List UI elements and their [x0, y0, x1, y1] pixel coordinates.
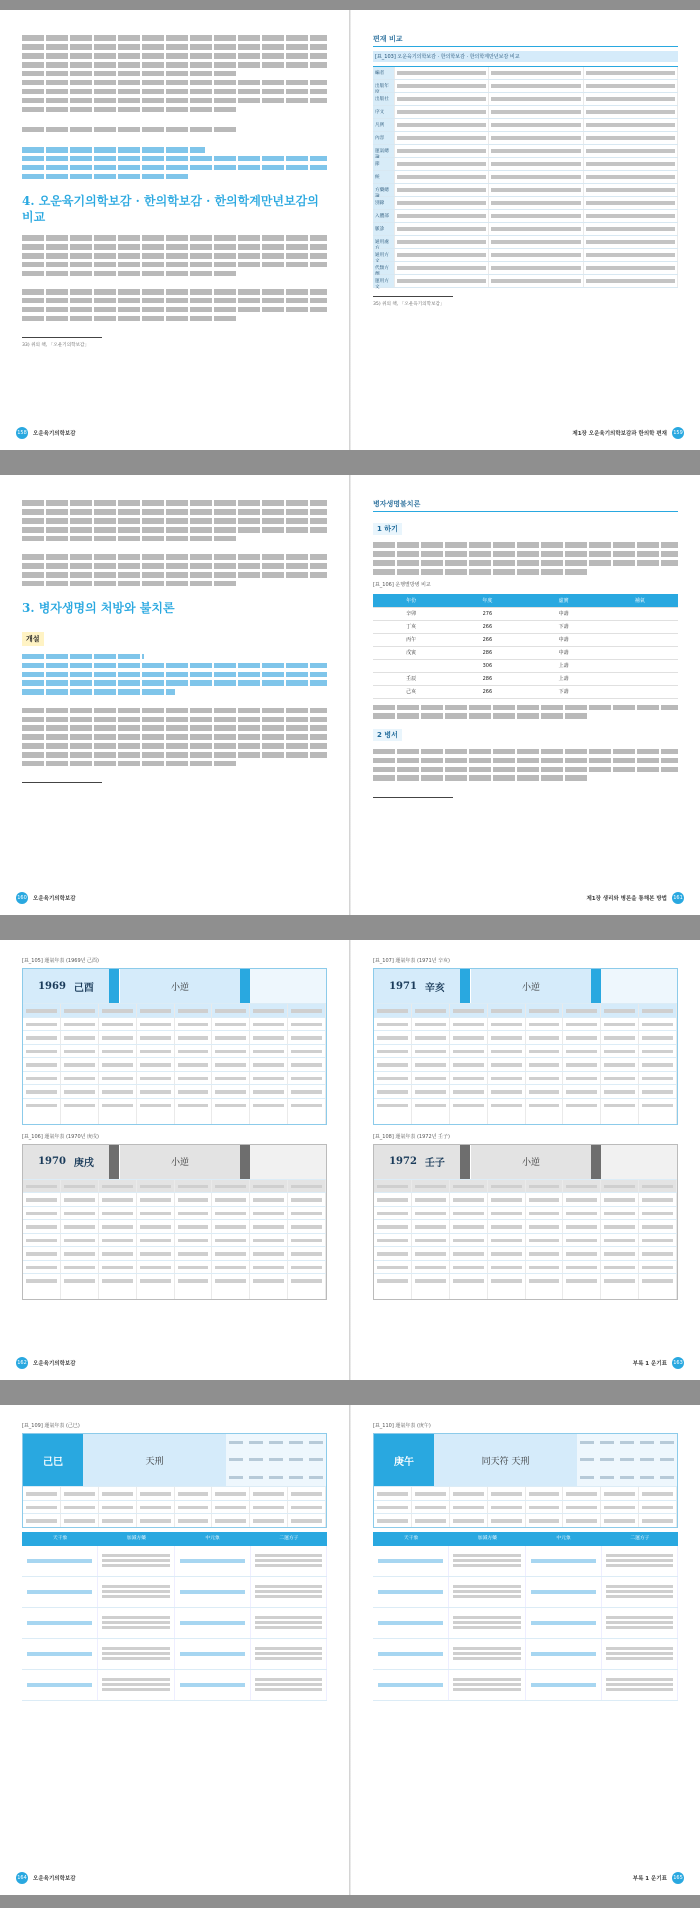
table-cell: 下壽 [558, 624, 569, 631]
table-row [373, 197, 678, 210]
page-right [351, 475, 700, 915]
table-row [373, 1639, 678, 1670]
running-title: 제1장 오운육기의학보감과 한의학 편재 [572, 431, 667, 437]
table-cell: 266 [482, 688, 493, 695]
table-row [373, 1608, 678, 1639]
running-title: 오운육기의학보감 [33, 1876, 76, 1882]
table-row [373, 634, 678, 647]
ganzhi: 己酉 [73, 982, 94, 994]
section-label: 1 하기 [373, 523, 402, 535]
table-row [373, 621, 678, 634]
row-label: 出版年 [373, 80, 395, 92]
footer-left [16, 1356, 333, 1370]
year: 1970 [38, 1156, 66, 1167]
table-row [373, 93, 678, 106]
row-label: 編者 [373, 67, 395, 79]
footer-left [16, 1871, 333, 1885]
column-header: 天干象 [52, 1535, 68, 1541]
footnote: 33) 위의 책, 「오운기의학보감」 [22, 343, 90, 349]
running-title: 오운육기의학보감 [33, 1361, 76, 1367]
column-header: 虛實 [558, 598, 569, 605]
table-caption: [표_109] 運氣年表 (己巳) [22, 1423, 80, 1429]
page-number: 160 [16, 892, 28, 904]
page-left [0, 10, 349, 450]
row-label: 通用方 [373, 249, 395, 261]
ganzhi: 庚午 [374, 1434, 434, 1486]
table-cell: 上壽 [558, 663, 569, 670]
table-row [373, 145, 678, 158]
row-label: 凡例 [373, 119, 395, 131]
year: 1969 [38, 980, 66, 992]
table-caption: [표_110] 運氣年表 (庚午) [373, 1423, 431, 1429]
row-label: 通用處 [373, 236, 395, 248]
table-row [373, 158, 678, 171]
running-title: 부록 1 운기표 [632, 1876, 667, 1882]
table-row [373, 608, 678, 621]
row-label: 候 [373, 171, 395, 183]
running-title: 부록 1 운기표 [632, 1361, 667, 1367]
column-header: 二運方子 [279, 1535, 299, 1541]
section-heading: 4. 오운육기의학보감 · 한의학보감 · 한의학계만년보감의 비교 [22, 194, 319, 225]
column-header: 年份 [406, 598, 417, 605]
box-title: 병자생명불치론 [373, 497, 678, 512]
page-left [0, 475, 349, 915]
table-row [22, 1577, 327, 1608]
column-header: 天干象 [403, 1535, 419, 1541]
section-label: 2 병서 [373, 729, 402, 741]
table-cell: 中壽 [558, 650, 569, 657]
footer-right [367, 1871, 684, 1885]
table-caption: [표_105] 運氣年表 (1969년 己酉) [22, 958, 99, 964]
table-row [373, 119, 678, 132]
table-row [22, 1670, 327, 1701]
table-row [373, 171, 678, 184]
table-cell: 丙午 [406, 637, 417, 644]
table-caption: [표_106] 運氣年表 (1970년 庚戌) [22, 1133, 99, 1140]
remedy-table [373, 1532, 678, 1701]
page-number: 159 [672, 427, 684, 439]
footer-right [367, 1356, 684, 1370]
table-cell: 壬辰 [406, 676, 417, 683]
column-header: 中元象 [556, 1535, 571, 1541]
table-cell: 上壽 [558, 676, 569, 683]
column-header: 二運方子 [630, 1535, 650, 1541]
table-cell: 戊寅 [406, 650, 417, 657]
table-cell: 丁亥 [406, 624, 417, 631]
row-label: 代類方 [373, 262, 395, 274]
footnote: 35) 위의 책, 「오운육기의학보감」 [373, 302, 445, 307]
page-number: 164 [16, 1872, 28, 1884]
page-left [0, 1405, 349, 1895]
table-row [373, 1546, 678, 1577]
footer-left [16, 891, 333, 905]
table-row [373, 132, 678, 145]
year: 1971 [389, 980, 417, 992]
year-card [373, 968, 678, 1125]
row-label: 序文 [373, 106, 395, 118]
column-header: 年度 [482, 598, 493, 605]
table-cell: 己亥 [406, 689, 417, 696]
column-header: 中元象 [205, 1535, 220, 1541]
year-card-large [373, 1433, 678, 1528]
subheading: 개설 [22, 632, 44, 646]
comparison-table [373, 66, 678, 288]
ganzhi: 己巳 [23, 1434, 83, 1486]
row-label: 脈診 [373, 223, 395, 235]
table-cell: 306 [482, 662, 493, 669]
page-right [351, 940, 700, 1380]
table-cell: 中壽 [558, 637, 569, 644]
table-row [22, 1546, 327, 1577]
year-card [22, 1144, 327, 1301]
running-title: 오운육기의학보감 [33, 431, 76, 437]
row-label: 運氣總 [373, 145, 395, 157]
table-row [373, 686, 678, 699]
table-cell: 266 [482, 636, 493, 643]
footer-left [16, 426, 333, 440]
table-row [373, 660, 678, 673]
row-label: 運用方文 [373, 275, 395, 287]
row-label: 節 [373, 158, 395, 170]
table-row [22, 1639, 327, 1670]
year-card-large [22, 1433, 327, 1528]
column-header: 加減方藥 [126, 1535, 146, 1541]
page-number: 165 [672, 1872, 684, 1884]
table-caption: [표_103] 오운육기의학보감 · 한의학보감 · 한의학계만년보감 비교 [373, 51, 678, 62]
row-label: 出版社 [373, 93, 395, 105]
table-row [373, 262, 678, 275]
spread-2 [0, 475, 700, 915]
table-row [373, 249, 678, 262]
page-right [351, 1405, 700, 1895]
column-header: 補氣 [634, 598, 645, 605]
table-row [22, 1608, 327, 1639]
year-title: 同天符 天刑 [434, 1434, 577, 1486]
table-cell: 266 [482, 623, 493, 630]
table-caption: [표_108] 運氣年表 (1972년 壬子) [373, 1133, 450, 1140]
year-title: 小逆 [119, 1145, 240, 1179]
page-number: 158 [16, 427, 28, 439]
table-cell: 286 [482, 649, 493, 656]
ganzhi: 辛亥 [424, 982, 445, 994]
table-row [373, 236, 678, 249]
footer-right [367, 891, 684, 905]
table-cell: 下壽 [558, 689, 569, 696]
table-row [373, 673, 678, 686]
blue-quote [22, 147, 327, 179]
row-label: 方藥總 [373, 184, 395, 196]
column-header: 加減方藥 [477, 1535, 497, 1541]
table-row [373, 106, 678, 119]
year-title: 小逆 [119, 969, 240, 1003]
table-row [373, 80, 678, 93]
year: 1972 [389, 1156, 417, 1167]
spread-3 [0, 940, 700, 1380]
page-number: 163 [672, 1357, 684, 1369]
table-row [373, 184, 678, 197]
year-title: 天刑 [83, 1434, 226, 1486]
table-cell: 中壽 [558, 611, 569, 618]
year-card [22, 968, 327, 1125]
table-cell: 286 [482, 675, 493, 682]
spread-1 [0, 10, 700, 450]
year-title: 小逆 [470, 969, 591, 1003]
lifespan-table [373, 594, 678, 699]
table-caption: [표_106] 운행별방병 비교 [373, 581, 431, 588]
table-row [373, 1577, 678, 1608]
table-cell: 辛卯 [406, 611, 417, 618]
table-row [373, 275, 678, 288]
row-label: 別錄 [373, 197, 395, 209]
remedy-table [22, 1532, 327, 1701]
footer-right [367, 426, 684, 440]
table-row [373, 223, 678, 236]
row-label: 內容 [373, 132, 395, 144]
running-title: 제1장 생리와 병론을 통해본 방법 [586, 896, 667, 902]
year-card [373, 1144, 678, 1301]
page-number: 162 [16, 1357, 28, 1369]
ganzhi: 壬子 [424, 1158, 445, 1169]
table-row [373, 210, 678, 223]
page-left [0, 940, 349, 1380]
year-title: 小逆 [470, 1145, 591, 1179]
page-number: 161 [672, 892, 684, 904]
running-title: 오운육기의학보감 [33, 896, 76, 902]
ganzhi: 庚戌 [73, 1158, 94, 1169]
page-right [351, 10, 700, 450]
row-label: 入體部 [373, 210, 395, 222]
box-title: 편재 비교 [373, 32, 678, 47]
spread-4 [0, 1405, 700, 1895]
table-cell: 276 [482, 610, 493, 617]
section-heading: 3. 병자생명의 처방와 불치론 [22, 601, 175, 616]
table-row [373, 67, 678, 80]
table-row [373, 647, 678, 660]
table-row [373, 1670, 678, 1701]
table-caption: [표_107] 運氣年表 (1971년 辛亥) [373, 958, 450, 964]
